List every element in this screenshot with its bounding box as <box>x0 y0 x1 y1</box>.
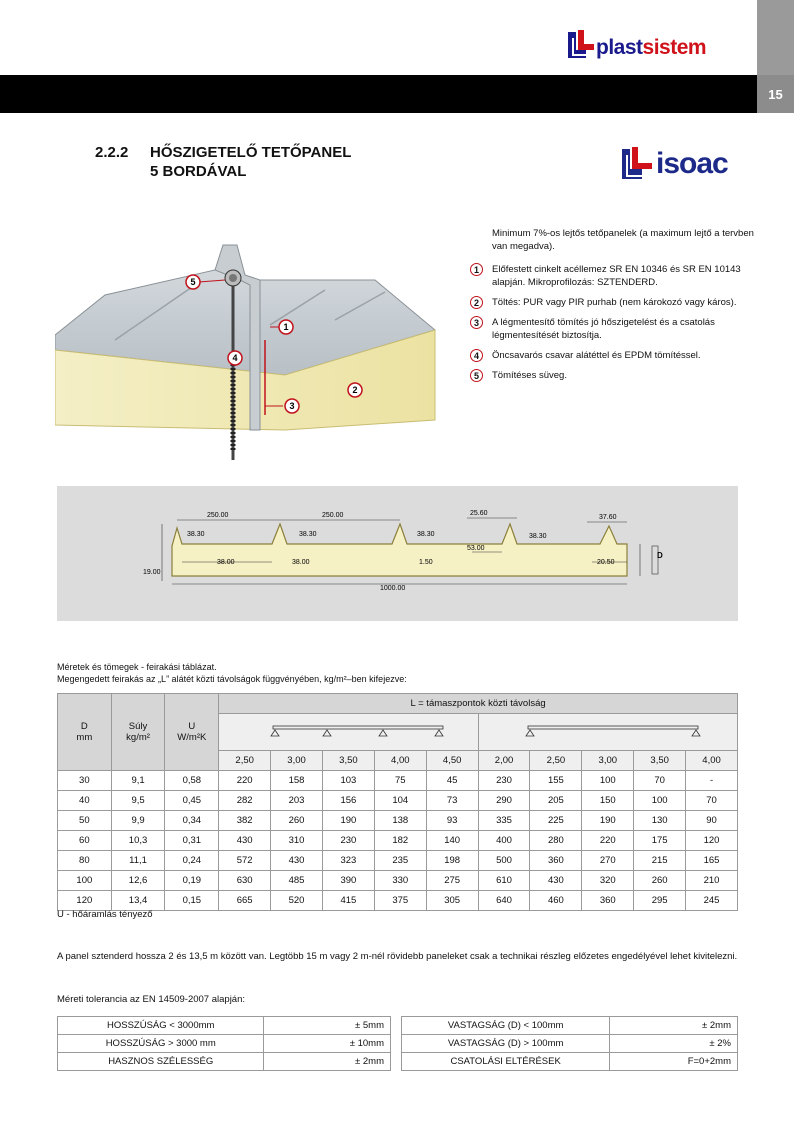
feature-notes <box>470 227 755 389</box>
span-value: 3,50 <box>322 751 374 771</box>
table-cell: 430 <box>271 851 323 871</box>
table-cell: 305 <box>426 891 478 911</box>
span-value: 4,00 <box>374 751 426 771</box>
callout-5 <box>186 275 200 289</box>
table-caption-line1: Méretek és tömegek - feirakási táblázat. <box>57 662 217 672</box>
note-4-marker: 4 <box>470 349 483 362</box>
table-cell: 270 <box>582 851 634 871</box>
page-number: 15 <box>757 75 794 113</box>
section-title <box>95 143 351 181</box>
table-cell: 104 <box>374 791 426 811</box>
two-span-beam-icon <box>223 716 473 746</box>
table-cell: - <box>686 771 738 791</box>
isoac-logo-text: isoac <box>656 147 728 180</box>
tolerance-value: ± 5mm <box>264 1017 391 1035</box>
tolerance-row <box>402 1035 738 1053</box>
profile-svg <box>57 486 738 621</box>
note-4 <box>470 349 755 362</box>
tolerance-table-right <box>401 1016 738 1071</box>
table-cell: 156 <box>322 791 374 811</box>
callout-1 <box>279 320 293 334</box>
table-cell: 610 <box>478 871 530 891</box>
col-u-label2: W/m²K <box>177 732 207 743</box>
table-cell: 215 <box>634 851 686 871</box>
table-cell: 225 <box>530 811 582 831</box>
callout-1-label: 1 <box>283 322 289 332</box>
length-paragraph: A panel sztenderd hossza 2 és 13,5 m között van. Legtöbb 15 m vagy 2 m-nél rövidebb paneleket csak a technikai részleg előzetes engedélyével lehet kivitelezni. <box>57 951 738 962</box>
callout-3-label: 3 <box>289 401 295 411</box>
table-cell: 10,3 <box>111 831 165 851</box>
table-cell: 230 <box>478 771 530 791</box>
table-cell: 260 <box>634 871 686 891</box>
tolerance-label: VASTAGSÁG (D) > 100mm <box>402 1035 610 1053</box>
callout-4-label: 4 <box>232 353 238 363</box>
title-line2: 5 BORDÁVAL <box>150 163 247 180</box>
table-cell: 11,1 <box>111 851 165 871</box>
table-row <box>58 791 738 811</box>
logo-part1: plast <box>596 36 643 59</box>
table-row <box>58 871 738 891</box>
table-cell: 9,1 <box>111 771 165 791</box>
load-table <box>57 693 738 911</box>
note-1 <box>470 263 755 289</box>
col-weight-label1: Súly <box>128 721 148 732</box>
tolerance-value: ± 2mm <box>610 1017 738 1035</box>
table-cell: 665 <box>219 891 271 911</box>
table-row <box>58 831 738 851</box>
table-cell: 120 <box>686 831 738 851</box>
table-cell: 323 <box>322 851 374 871</box>
table-cell: 520 <box>271 891 323 911</box>
table-cell: 100 <box>582 771 634 791</box>
dim-d: D <box>657 551 663 560</box>
dim-t150: 1.50 <box>419 559 433 566</box>
single-span-beam-icon <box>483 716 733 746</box>
table-cell: 630 <box>219 871 271 891</box>
note-4-text: Öncsavarós csavar alátéttel és EPDM tömítéssel. <box>492 350 701 361</box>
table-cell: 30 <box>58 771 112 791</box>
plastsistem-logo <box>566 28 726 68</box>
span-value: 4,50 <box>426 751 478 771</box>
table-cell: 138 <box>374 811 426 831</box>
table-cell: 9,9 <box>111 811 165 831</box>
span-value: 3,00 <box>271 751 323 771</box>
tolerance-title: Méreti tolerancia az EN 14509-2007 alapján: <box>57 994 246 1005</box>
table-cell: 210 <box>686 871 738 891</box>
note-2-text: Töltés: PUR vagy PIR purhab (nem károkozó vagy káros). <box>492 297 737 308</box>
table-row <box>58 811 738 831</box>
dim-w20: 20.50 <box>597 559 615 566</box>
section-number: 2.2.2 <box>95 144 129 161</box>
table-cell: 320 <box>582 871 634 891</box>
table-cell: 158 <box>271 771 323 791</box>
table-cell: 485 <box>271 871 323 891</box>
note-5-text: Tömítéses süveg. <box>492 370 567 381</box>
u-label: U - hőáramlás tényező <box>57 909 153 920</box>
tolerance-table-left <box>57 1016 391 1071</box>
table-cell: 93 <box>426 811 478 831</box>
table-cell: 295 <box>634 891 686 911</box>
tolerance-row <box>402 1053 738 1071</box>
dim-total: 1000.00 <box>380 585 406 592</box>
table-cell: 335 <box>478 811 530 831</box>
plastsistem-logo-mark <box>566 28 596 66</box>
table-cell: 275 <box>426 871 478 891</box>
table-cell: 0,45 <box>165 791 219 811</box>
table-cell: 310 <box>271 831 323 851</box>
table-caption <box>57 661 407 685</box>
tolerance-row <box>58 1053 391 1071</box>
span-value: 4,00 <box>686 751 738 771</box>
tolerance-row <box>58 1017 391 1035</box>
table-cell: 282 <box>219 791 271 811</box>
table-cell: 220 <box>582 831 634 851</box>
table-cell: 155 <box>530 771 582 791</box>
dim-w38b: 38.00 <box>292 559 310 566</box>
table-cell: 260 <box>271 811 323 831</box>
table-cell: 460 <box>530 891 582 911</box>
callout-3 <box>285 399 299 413</box>
note-1-marker: 1 <box>470 263 483 276</box>
table-cell: 0,34 <box>165 811 219 831</box>
col-u-header <box>165 694 219 771</box>
table-cell: 198 <box>426 851 478 871</box>
callout-5-label: 5 <box>190 277 196 287</box>
panel-illustration <box>55 240 450 465</box>
table-cell: 360 <box>582 891 634 911</box>
table-cell: 73 <box>426 791 478 811</box>
dim-left19: 19.00 <box>143 569 161 576</box>
table-cell: 390 <box>322 871 374 891</box>
note-3-text: A légmentesítő tömítés jó hőszigetelést és a csatolás légmentesítését biztosítja. <box>492 317 715 341</box>
note-2-marker: 2 <box>470 296 483 309</box>
span-value: 2,00 <box>478 751 530 771</box>
dim-w53: 53.00 <box>467 545 485 552</box>
note-5-marker: 5 <box>470 369 483 382</box>
table-cell: 120 <box>58 891 112 911</box>
col-d-header <box>58 694 112 771</box>
table-row <box>58 851 738 871</box>
table-cell: 0,19 <box>165 871 219 891</box>
note-1-text: Előfestett cinkelt acéllemez SR EN 10346 és SR EN 10143 alapján. Mikroprofilozás: SZTENDERD. <box>492 264 741 288</box>
table-cell: 130 <box>634 811 686 831</box>
two-span-diagram <box>219 714 478 751</box>
table-cell: 290 <box>478 791 530 811</box>
note-2 <box>470 296 755 309</box>
table-cell: 100 <box>58 871 112 891</box>
table-cell: 50 <box>58 811 112 831</box>
table-cell: 430 <box>530 871 582 891</box>
table-cell: 0,58 <box>165 771 219 791</box>
span-value: 2,50 <box>219 751 271 771</box>
table-cell: 90 <box>686 811 738 831</box>
tolerance-row <box>402 1017 738 1035</box>
table-cell: 190 <box>582 811 634 831</box>
note-5 <box>470 369 755 382</box>
table-cell: 70 <box>686 791 738 811</box>
table-cell: 235 <box>374 851 426 871</box>
table-row <box>58 771 738 791</box>
table-cell: 0,31 <box>165 831 219 851</box>
profile-drawing <box>57 486 738 621</box>
tolerance-value: ± 10mm <box>264 1035 391 1053</box>
table-cell: 280 <box>530 831 582 851</box>
dim-rib1: 38.30 <box>187 531 205 538</box>
table-cell: 572 <box>219 851 271 871</box>
table-cell: 500 <box>478 851 530 871</box>
isoac-logo <box>620 145 730 187</box>
table-cell: 75 <box>374 771 426 791</box>
table-cell: 190 <box>322 811 374 831</box>
col-weight-header <box>111 694 165 771</box>
dim-w37: 37.60 <box>599 514 617 521</box>
note-3-marker: 3 <box>470 316 483 329</box>
dim-rib3: 38.30 <box>417 531 435 538</box>
table-cell: 220 <box>219 771 271 791</box>
table-caption-line2: Megengedett feirakás az „L” alátét közti távolságok függvényében, kg/m²–ben kifejezve: <box>57 674 407 684</box>
table-cell: 0,15 <box>165 891 219 911</box>
callout-2-label: 2 <box>352 385 358 395</box>
table-cell: 13,4 <box>111 891 165 911</box>
table-cell: 175 <box>634 831 686 851</box>
col-d-label1: D <box>80 721 88 732</box>
table-cell: 360 <box>530 851 582 871</box>
table-cell: 140 <box>426 831 478 851</box>
tolerance-value: ± 2% <box>610 1035 738 1053</box>
table-cell: 103 <box>322 771 374 791</box>
table-cell: 100 <box>634 791 686 811</box>
table-cell: 80 <box>58 851 112 871</box>
callout-2 <box>348 383 362 397</box>
table-cell: 400 <box>478 831 530 851</box>
span-value: 2,50 <box>530 751 582 771</box>
table-cell: 375 <box>374 891 426 911</box>
table-cell: 12,6 <box>111 871 165 891</box>
table-cell: 430 <box>219 831 271 851</box>
logo-part2: sistem <box>642 36 707 59</box>
table-cell: 70 <box>634 771 686 791</box>
tolerance-row <box>58 1035 391 1053</box>
table-cell: 45 <box>426 771 478 791</box>
col-u-label1: U <box>188 721 196 732</box>
table-cell: 205 <box>530 791 582 811</box>
table-cell: 245 <box>686 891 738 911</box>
table-cell: 330 <box>374 871 426 891</box>
tolerance-label: HASZNOS SZÉLESSÉG <box>58 1053 264 1071</box>
page-corner-strip <box>757 0 794 75</box>
isoac-logo-mark <box>620 145 656 185</box>
table-cell: 0,24 <box>165 851 219 871</box>
tolerance-value: ± 2mm <box>264 1053 391 1071</box>
tolerance-label: HOSSZÚSÁG < 3000mm <box>58 1017 264 1035</box>
note-3 <box>470 316 755 342</box>
dim-span2: 250.00 <box>322 512 344 519</box>
table-cell: 203 <box>271 791 323 811</box>
table-cell: 165 <box>686 851 738 871</box>
span-value: 3,00 <box>582 751 634 771</box>
col-weight-label2: kg/m² <box>126 732 150 743</box>
callout-4 <box>228 351 242 365</box>
tolerance-label: HOSSZÚSÁG > 3000 mm <box>58 1035 264 1053</box>
dim-w38a: 38.00 <box>217 559 235 566</box>
load-table-body <box>58 771 738 911</box>
table-row <box>58 891 738 911</box>
dim-span1: 250.00 <box>207 512 229 519</box>
table-cell: 150 <box>582 791 634 811</box>
tolerance-label: VASTAGSÁG (D) < 100mm <box>402 1017 610 1035</box>
table-cell: 640 <box>478 891 530 911</box>
tolerance-label: CSATOLÁSI ELTÉRÉSEK <box>402 1053 610 1071</box>
notes-intro: Minimum 7%-os lejtős tetőpanelek (a maximum lejtő a tervben van megadva). <box>492 228 754 252</box>
table-cell: 60 <box>58 831 112 851</box>
table-cell: 415 <box>322 891 374 911</box>
span-value: 3,50 <box>634 751 686 771</box>
dim-w25: 25.60 <box>470 510 488 517</box>
tolerance-value: F=0+2mm <box>610 1053 738 1071</box>
col-d-label2: mm <box>76 732 93 743</box>
title-line1: HŐSZIGETELŐ TETŐPANEL <box>150 144 352 161</box>
single-span-diagram <box>478 714 737 751</box>
header-band <box>0 75 757 113</box>
table-cell: 182 <box>374 831 426 851</box>
table-cell: 230 <box>322 831 374 851</box>
table-cell: 40 <box>58 791 112 811</box>
dim-rib4: 38.30 <box>529 533 547 540</box>
dim-rib2: 38.30 <box>299 531 317 538</box>
table-cell: 382 <box>219 811 271 831</box>
span-header: L = támaszpontok közti távolság <box>219 694 738 714</box>
table-cell: 9,5 <box>111 791 165 811</box>
